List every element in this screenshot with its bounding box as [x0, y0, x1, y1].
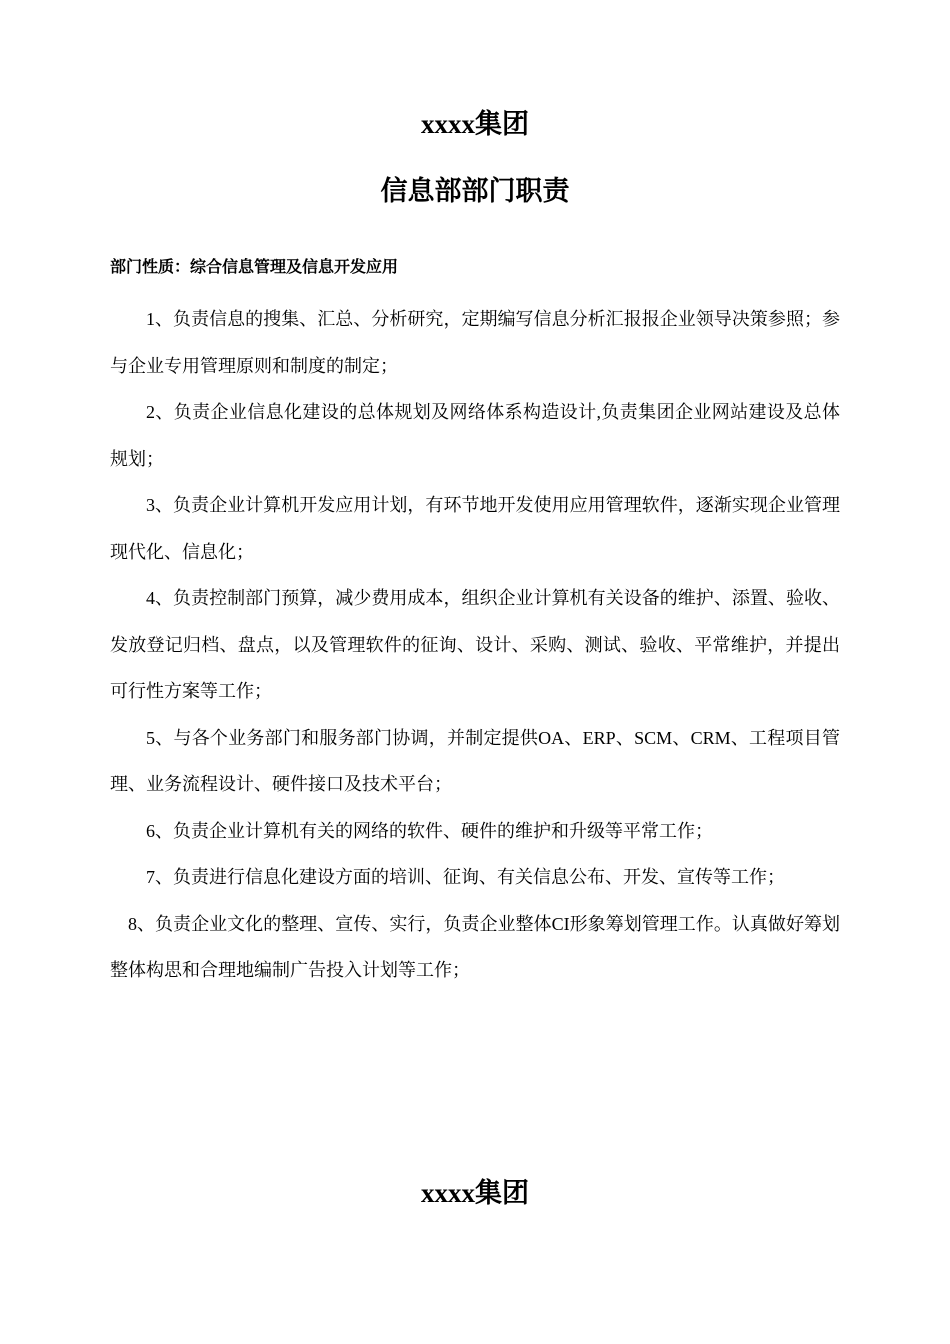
duty-item-7: 7、负责进行信息化建设方面的培训、征询、有关信息公布、开发、宣传等工作；	[146, 867, 785, 887]
duty-item-4: 4、负责控制部门预算，减少费用成本，组织企业计算机有关设备的维护、添置、验收、发放登记归档、盘点，以及管理软件的征询、设计、采购、测试、验收、平常维护，并提出可行性方案等工作；	[110, 588, 840, 701]
page-title: 信息部部门职责	[380, 176, 570, 206]
duty-item-1: 1、负责信息的搜集、汇总、分析研究，定期编写信息分析汇报报企业领导决策参照；参与企业专用管理原则和制度的制定；	[110, 309, 840, 376]
department-nature: 部门性质：综合信息管理及信息开发应用	[110, 257, 399, 276]
duty-item-5: 5、与各个业务部门和服务部门协调，并制定提供OA、ERP、SCM、CRM、工程项目管理、业务流程设计、硬件接口及技术平台；	[110, 727, 840, 794]
duty-list	[110, 296, 840, 994]
company-title: xxxx集团	[421, 109, 529, 139]
duty-item-2: 2、负责企业信息化建设的总体规划及网络体系构造设计,负责集团企业网站建设及总体规划；	[110, 402, 840, 469]
duty-item-6: 6、负责企业计算机有关的网络的软件、硬件的维护和升级等平常工作；	[146, 820, 713, 841]
duty-item-8: 8、负责企业文化的整理、宣传、实行，负责企业整体CI形象筹划管理工作。认真做好筹划整体构思和合理地编制广告投入计划等工作；	[110, 913, 840, 980]
duty-item-3: 3、负责企业计算机开发应用计划，有环节地开发使用应用管理软件，逐渐实现企业管理现代化、信息化；	[110, 495, 840, 562]
next-page-company-title: xxxx集团	[421, 1178, 529, 1208]
